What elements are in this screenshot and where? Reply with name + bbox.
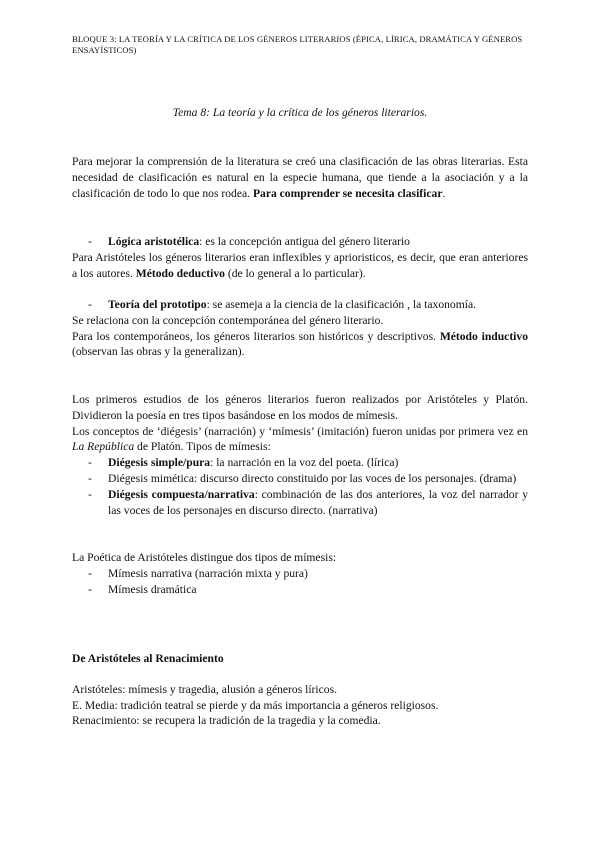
poetica-item-dash: - — [88, 566, 92, 580]
poetica-item-text: Mímesis dramática — [108, 582, 197, 596]
poetica-item — [72, 566, 528, 582]
estudios-p2 — [72, 424, 528, 456]
prototipo-paragraph — [72, 329, 528, 361]
prototipo-text1: Para los contemporáneos, los géneros literarios son históricos y descriptivos. — [72, 329, 440, 343]
estudios-p1: Los primeros estudios de los géneros literarios fueron realizados por Aristóteles y Platón. Dividieron la poesía en tres tipos basándose en los modos de mímesis. — [72, 393, 528, 422]
mimesis-item-dash: - — [88, 471, 92, 485]
mimesis-item-text: Diégesis mimética: discurso directo constituido por las voces de los personajes. (drama) — [108, 471, 517, 485]
logica-section — [72, 234, 528, 281]
renacimiento-line: Renacimiento: se recupera la tradición de la tragedia y la comedia. — [72, 714, 381, 728]
mimesis-item — [72, 455, 528, 471]
estudios-republica: La República — [72, 440, 135, 454]
poetica-item — [72, 582, 528, 598]
logica-bullet — [72, 234, 528, 250]
estudios-p2b: de Platón. Tipos de mímesis: — [134, 440, 271, 454]
poetica-item-text: Mímesis narrativa (narración mixta y pura) — [108, 566, 308, 580]
mimesis-item-dash: - — [88, 487, 92, 501]
mimesis-item-bold: Diégesis simple/pura — [108, 456, 211, 470]
mimesis-item-text: : combinación de las dos anteriores, la voz del narrador y las voces de los personajes en discurso directo. (narrativa) — [108, 487, 528, 517]
logica-text1: Para Aristóteles los géneros literarios eran inflexibles y aprioristicos, es decir, que eran anteriores a los autores. — [72, 250, 528, 280]
intro-bold: Para comprender se necesita clasificar — [252, 186, 443, 200]
prototipo-line2: Se relaciona con la concepción contemporánea del género literario. — [72, 313, 384, 327]
estudios-section — [72, 392, 528, 518]
logica-paragraph — [72, 250, 528, 282]
prototipo-def: : se asemeja a la ciencia de la clasificación , la taxonomía. — [206, 298, 476, 311]
logica-dash: - — [88, 235, 92, 248]
renacimiento-line: E. Media: tradición teatral se pierde y da más importancia a géneros religiosos. — [72, 698, 439, 712]
mimesis-item-bold: Diégesis compuesta/narrativa — [108, 487, 255, 501]
prototipo-method: Método inductivo — [439, 329, 528, 343]
mimesis-item — [72, 471, 528, 487]
poetica-section — [72, 550, 528, 597]
prototipo-term: Teoría del prototipo — [108, 298, 207, 311]
poetica-intro: La Poética de Aristóteles distingue dos tipos de mímesis: — [72, 551, 337, 564]
mimesis-item-dash: - — [88, 456, 92, 470]
mimesis-item — [72, 487, 528, 519]
page-header: BLOQUE 3: LA TEORÍA Y LA CRÍTICA DE LOS GÉNEROS LITERARIOS (ÉPICA, LÍRICA, DRAMÁTICA Y GÉNEROS ENSAYÍSTICOS) — [72, 34, 523, 55]
poetica-item-dash: - — [88, 582, 92, 596]
mimesis-item-text: : la narración en la voz del poeta. (lírica) — [210, 456, 399, 470]
logica-text2: (de lo general a lo particular). — [224, 266, 366, 280]
section-heading: De Aristóteles al Renacimiento — [72, 652, 224, 665]
prototipo-section — [72, 297, 528, 360]
logica-method: Método deductivo — [135, 266, 225, 280]
intro-end: . — [442, 186, 446, 200]
prototipo-bullet — [72, 297, 528, 313]
intro-text: Para mejorar la comprensión de la literatura se creó una clasificación de las obras literarias. Esta necesidad de clasificación es natural en la especie humana, que tiende a la asociación y a la clasificación de todo lo que nos rodea. — [72, 155, 528, 200]
estudios-p2a: Los conceptos de ‘diégesis’ (narración) y ‘mímesis’ (imitación) fueron unidas por primera vez en — [72, 424, 528, 438]
page-title: Tema 8: La teoría y la crítica de los géneros literarios. — [172, 106, 428, 119]
renacimiento-line: Aristóteles: mímesis y tragedia, alusión a géneros líricos. — [72, 682, 337, 696]
prototipo-text2: (observan las obras y la generalizan). — [72, 345, 245, 359]
prototipo-dash: - — [88, 298, 92, 311]
intro-paragraph — [72, 154, 528, 201]
renacimiento-section — [72, 651, 528, 729]
logica-term: Lógica aristotélica — [108, 235, 200, 248]
logica-def: : es la concepción antigua del género literario — [199, 235, 410, 248]
